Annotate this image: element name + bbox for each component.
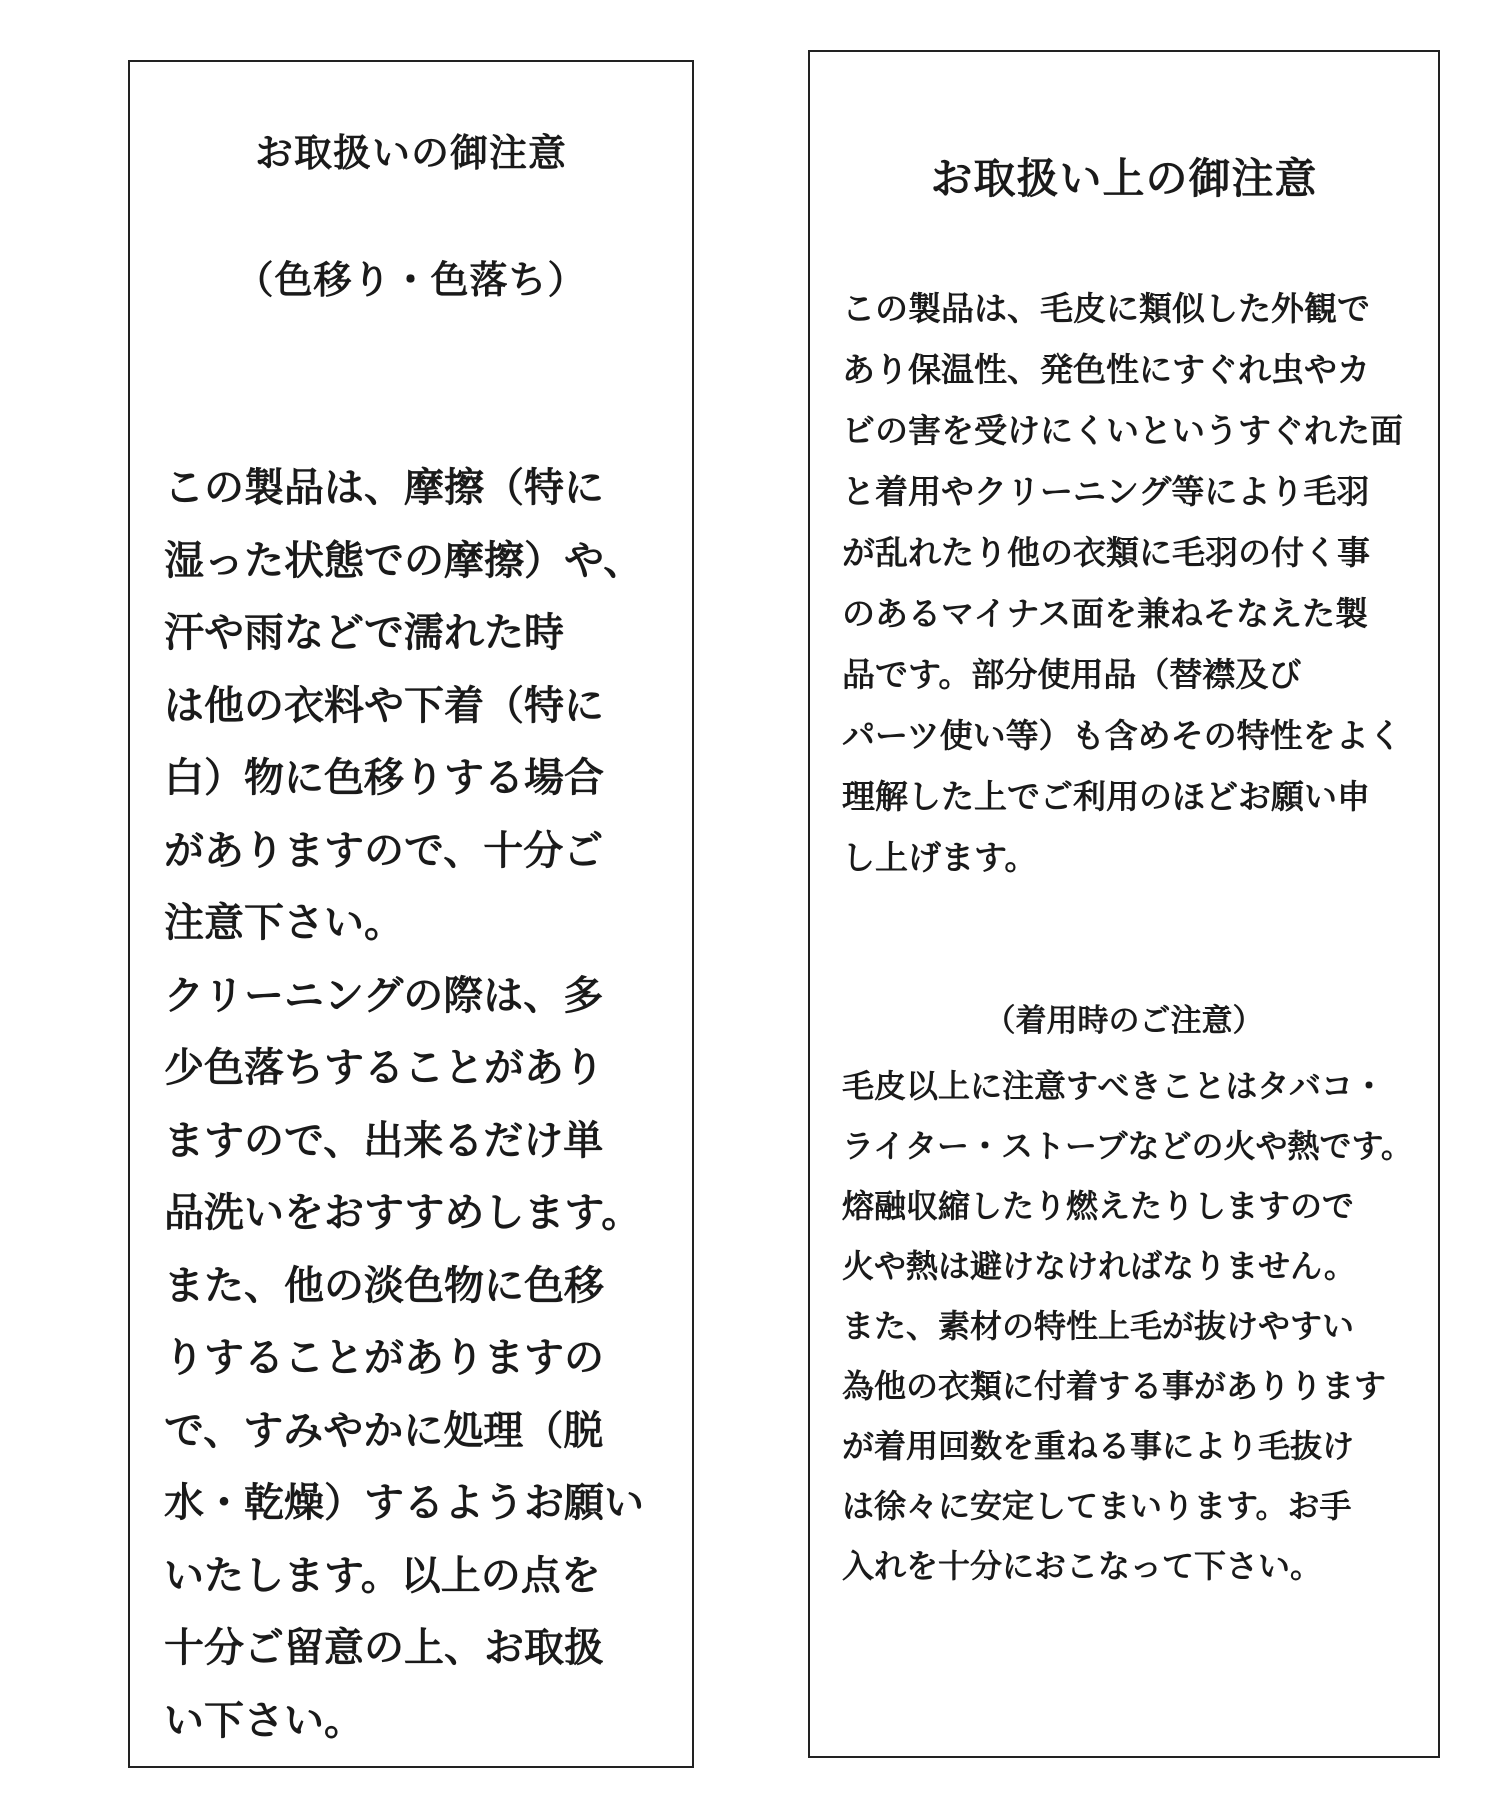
body-line: ますので、出来るだけ単 [164, 1117, 604, 1164]
body-line: 品洗いをおすすめします。 [164, 1190, 642, 1236]
left-care-label [128, 60, 694, 1768]
body-line: また、他の淡色物に色移 [164, 1262, 604, 1309]
body-line: 入れを十分におこなって下さい。 [842, 1547, 1323, 1585]
body-line: が着用回数を重ねる事により毛抜け [842, 1427, 1355, 1465]
body-line: 理解した上でご利用のほどお願い申 [842, 777, 1370, 816]
body-line: は他の衣料や下着（特に [164, 682, 604, 729]
right-label-title: お取扱い上の御注意 [930, 154, 1318, 203]
body-line: し上げます。 [842, 838, 1038, 877]
body-line: が乱れたり他の衣類に毛羽の付く事 [842, 533, 1370, 572]
body-line: この製品は、毛皮に類似した外観で [842, 289, 1370, 328]
body-line: 注意下さい。 [164, 900, 404, 946]
body-line: で、すみやかに処理（脱 [164, 1407, 604, 1454]
right-label-body-2 [842, 1056, 1438, 1596]
body-line: 十分ご留意の上、お取扱 [164, 1625, 604, 1671]
body-line: がありますので、十分ご [164, 827, 604, 874]
body-line: りすることがありますの [164, 1335, 604, 1381]
body-line: ライター・ストーブなどの火や熱です。 [842, 1127, 1413, 1165]
left-label-title: お取扱いの御注意 [254, 131, 567, 175]
body-line: 水・乾燥）するようお願い [164, 1480, 644, 1526]
body-line: と着用やクリーニング等により毛羽 [842, 472, 1370, 511]
body-line: 為他の衣類に付着する事がありります [842, 1367, 1387, 1405]
body-line: 毛皮以上に注意すべきことはタバコ・ [842, 1067, 1386, 1105]
body-line: は徐々に安定してまいります。お手 [842, 1487, 1352, 1525]
right-label-subheading: （着用時のご注意） [984, 1003, 1264, 1039]
body-line: 白）物に色移りする場合 [164, 755, 604, 801]
body-line: 湿った状態での摩擦）や、 [164, 537, 644, 584]
body-line: 火や熱は避けなければなりません。 [842, 1247, 1356, 1285]
body-line: 汗や雨などで濡れた時 [164, 610, 564, 656]
body-line: この製品は、摩擦（特に [164, 465, 604, 511]
body-line: のあるマイナス面を兼ねそなえた製 [842, 594, 1369, 633]
left-label-body [164, 452, 684, 1757]
right-care-label [808, 50, 1440, 1758]
body-line: い下さい。 [164, 1697, 364, 1744]
body-line: また、素材の特性上毛が抜けやすい [842, 1307, 1355, 1345]
body-line: クリーニングの際は、多 [164, 972, 604, 1019]
body-line: あり保温性、発色性にすぐれ虫やカ [842, 350, 1370, 389]
body-line: ビの害を受けにくいというすぐれた面 [842, 411, 1403, 450]
body-line: 熔融収縮したり燃えたりしますので [842, 1187, 1355, 1225]
right-label-body-1 [842, 278, 1432, 888]
body-line: 少色落ちすることがあり [164, 1045, 604, 1091]
left-label-subtitle: （色移り・色落ち） [235, 258, 587, 302]
body-line: パーツ使い等）も含めその特性をよく [842, 716, 1402, 755]
body-line: いたします。以上の点を [164, 1552, 601, 1599]
body-line: 品です。部分使用品（替襟及び [842, 655, 1302, 694]
